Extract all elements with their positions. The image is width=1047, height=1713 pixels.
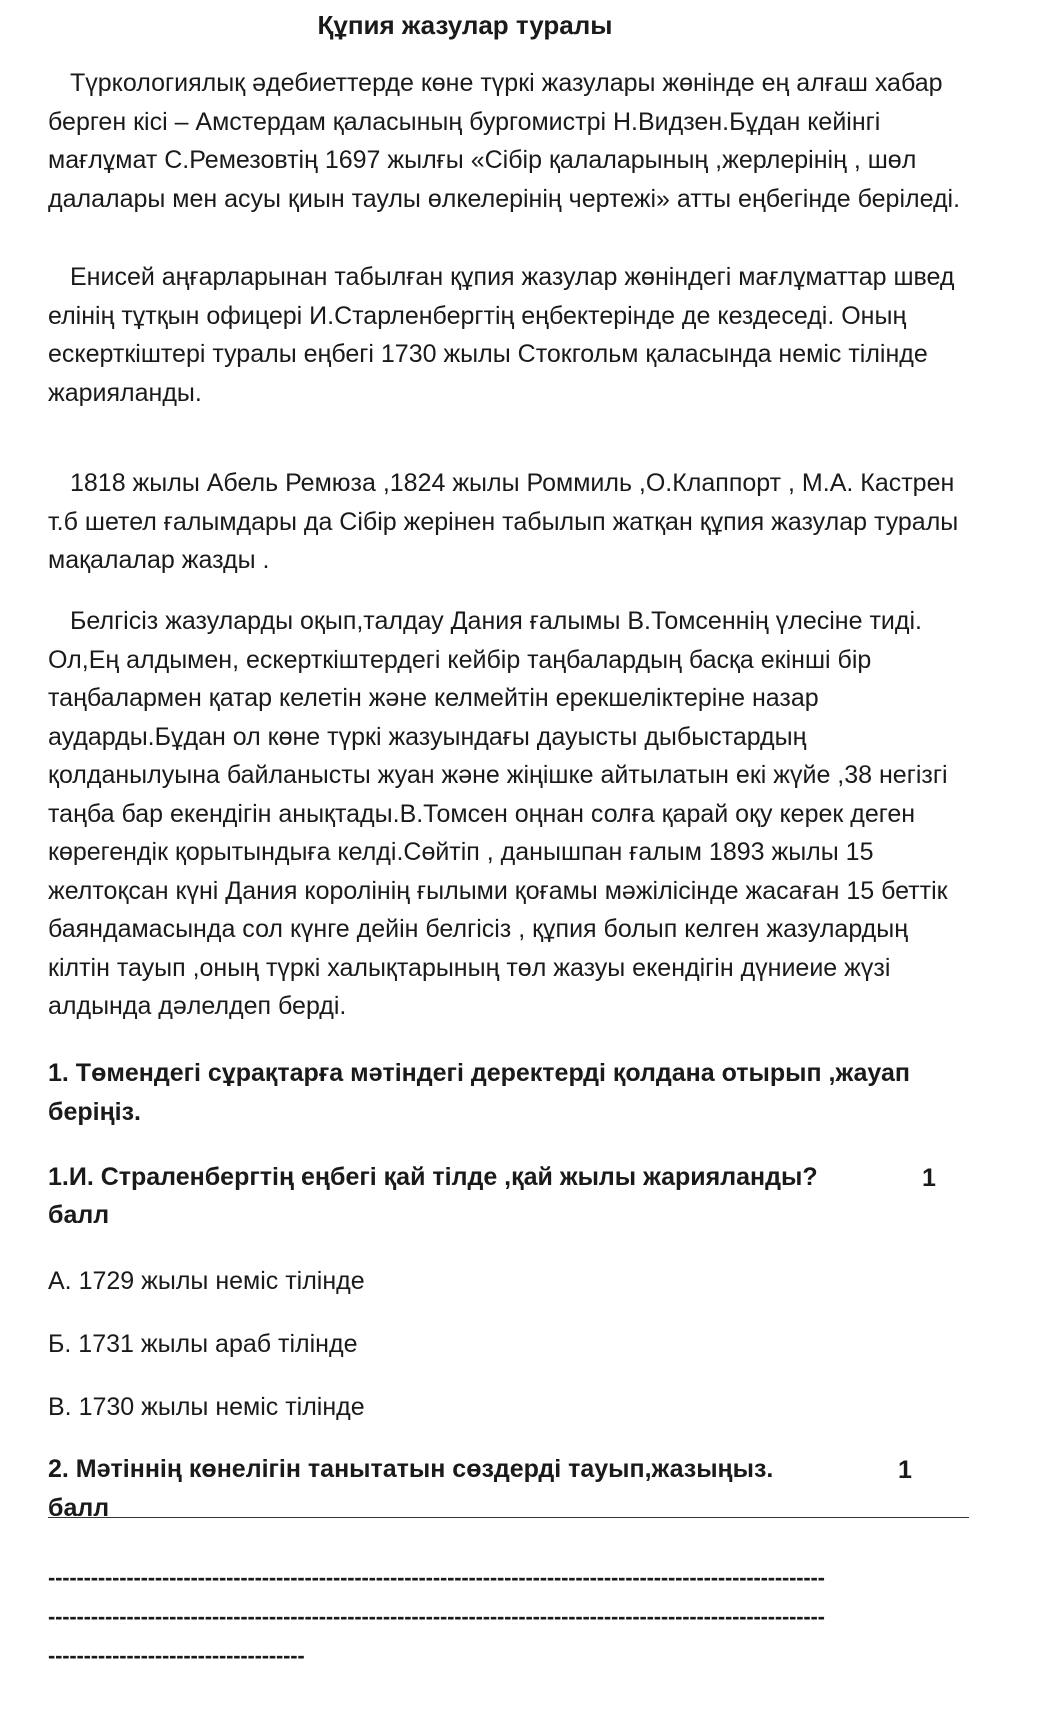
paragraph-2: Енисей аңғарларынан табылған құпия жазулар жөніндегі мағлұматтар швед елінің тұтқын офицері И.Старленбергтің еңбектерінде де кездеседі. Оның ескерткіштері туралы еңбегі 1730 жылы Стокгольм қаласында неміс тілінде жарияланды. [48, 263, 955, 407]
paragraph-4: Белгісіз жазуларды оқып,талдау Дания ғалымы В.Томсеннің үлесіне тиді. Ол,Ең алдымен, ескерткіштердегі кейбір таңбалардың басқа екінші бір таңбалармен қатар келетін және келмейтін ерекшеліктеріне назар аударды.Бұдан ол көне түркі жазуындағы дауысты дыбыстардың қолданылуына байланысты жуан және жіңішке айтылатын екі жүйе ,38 негізгі таңба бар екендігін анықтады.В.Томсен оңнан солға қарай оқу керек деген көрегендік қорытындыға келді.Сөйтіп , данышпан ғалым 1893 жылы 15 желтоқсан күні Дания королінің ғылыми қоғамы мәжілісінде жасаған 15 беттік баяндамасында сол күнге дейін белгісіз , құпия болып келген жазулардың кілтін тауып ,оның түркі халықтарының төл жазуы екендігін дүниеие жүзі алдында дәлелдеп берді. [48, 607, 948, 1020]
answer-line-2[interactable]: ------------------------------------------------------------------------------------------------------------- [48, 1604, 825, 1629]
paragraph-3: 1818 жылы Абель Ремюза ,1824 жылы Роммиль ,О.Клаппорт , М.А. Кастрен т.б шетел ғалымдары да Сібір жерінен табылып жатқан құпия жазулар туралы мақалалар жазды . [48, 469, 959, 574]
question-2-score: 1 [898, 1456, 912, 1484]
question-1-option-c: В. 1730 жылы неміс тілінде [48, 1393, 365, 1421]
question-1-text: 1.И. Страленбергтің еңбегі қай тілде ,қай жылы жарияланды? [48, 1163, 818, 1191]
paragraph-1: Түркологиялық әдебиеттерде көне түркі жазулары жөнінде ең алғаш хабар берген кісі – Амстердам қаласының бургомистрі Н.Видзен.Бұдан кейінгі мағлұмат С.Ремезовтің 1697 жылғы «Сібір қалаларының ,жерлерінің , шөл далалары мен асуы қиын таулы өлкелерінің чертежі» атты еңбегінде беріледі. [48, 69, 961, 213]
question-2-unit: балл [48, 1494, 110, 1522]
question-1-option-a: А. 1729 жылы неміс тілінде [48, 1267, 365, 1295]
task-instruction: 1. Төмендегі сұрақтарға мәтіндегі деректерді қолдана отырып ,жауап беріңіз. [48, 1059, 910, 1126]
question-1-score: 1 [922, 1164, 936, 1192]
question-1-unit: балл [48, 1201, 110, 1229]
answer-rule [48, 1517, 969, 1518]
answer-line-1[interactable]: ------------------------------------------------------------------------------------------------------------- [48, 1565, 825, 1590]
document-title: Құпия жазулар туралы [317, 10, 613, 40]
question-2-text: 2. Мәтіннің көнелігін танытатын сөздерді тауып,жазыңыз. [48, 1455, 774, 1483]
answer-line-3[interactable]: ------------------------------------ [48, 1643, 305, 1668]
question-1-option-b: Б. 1731 жылы араб тілінде [48, 1330, 358, 1358]
